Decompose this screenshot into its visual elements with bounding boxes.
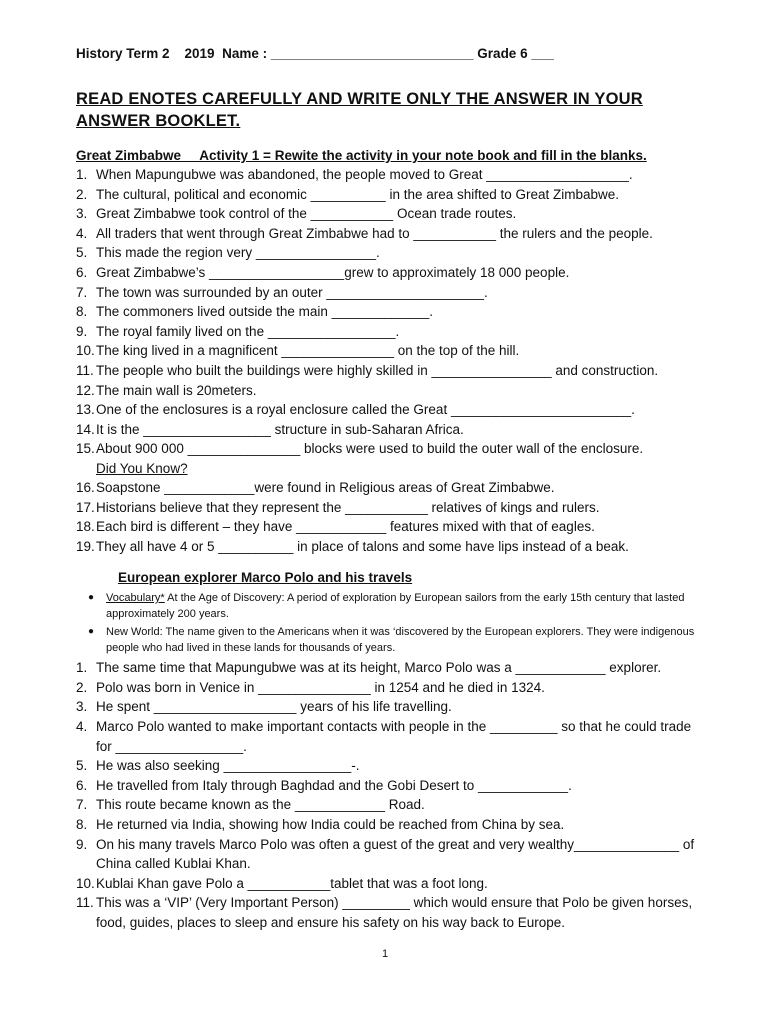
vocabulary-text <box>106 624 700 656</box>
question-text: Historians believe that they represent the ___________ relatives of kings and rulers. <box>96 499 600 515</box>
question-text: The royal family lived on the _________________. <box>96 323 400 339</box>
question-text: Kublai Khan gave Polo a ___________tablet that was a foot long. <box>96 875 488 891</box>
question-number: 13. <box>76 402 95 418</box>
question-item <box>76 697 700 717</box>
question-number: 4. <box>76 719 88 735</box>
question-number: 6. <box>76 777 88 793</box>
question-item <box>76 341 700 361</box>
question-text: The commoners lived outside the main _____________. <box>96 304 433 320</box>
question-text: He returned via India, showing how India could be reached from China by sea. <box>96 817 565 833</box>
question-text: This was a ‘VIP’ (Very Important Person) _________ which would ensure that Polo be given horses, food, guides, places to sleep and ensure his safety on his way back to Europe. <box>96 895 693 930</box>
worksheet-header: History Term 2 2019 Name : ___________________________ Grade 6 ___ <box>76 46 554 61</box>
question-item <box>76 498 700 518</box>
question-item <box>76 874 700 894</box>
question-text: The king lived in a magnificent _______________ on the top of the hill. <box>96 343 520 359</box>
question-number: 16. <box>76 479 95 495</box>
bullet-icon: ● <box>87 592 95 604</box>
question-number: 8. <box>76 304 88 320</box>
question-item <box>76 835 700 874</box>
question-item <box>76 263 700 283</box>
question-number: 4. <box>76 225 88 241</box>
page-number: 1 <box>381 948 389 960</box>
question-number: 18. <box>76 519 95 535</box>
question-item <box>76 165 700 185</box>
question-number: 11. <box>76 895 94 911</box>
question-number: 11. <box>76 362 94 378</box>
question-number: 8. <box>76 817 88 833</box>
vocabulary-definition: New World: The name given to the Americans when it was ‘discovered by the European explorers. They were indigenous people who had lived in these lands for thousands of years. <box>106 626 695 655</box>
question-text: When Mapungubwe was abandoned, the people moved to Great ___________________. <box>96 167 633 182</box>
question-item <box>76 893 700 932</box>
question-number: 1. <box>76 660 88 676</box>
question-item <box>76 420 700 440</box>
question-text: He spent ___________________ years of his life travelling. <box>96 699 452 715</box>
question-item <box>76 795 700 815</box>
question-item <box>76 717 700 756</box>
question-item <box>76 322 700 342</box>
question-item <box>76 185 700 205</box>
question-item <box>76 537 700 557</box>
vocabulary-item <box>76 590 700 622</box>
question-text: The town was surrounded by an outer _____________________. <box>96 284 488 300</box>
question-number: 9. <box>76 323 88 339</box>
question-text: This made the region very ________________. <box>96 245 380 261</box>
question-text: The people who built the buildings were highly skilled in ________________ and construction. <box>96 362 659 378</box>
question-item <box>76 478 700 498</box>
question-text: They all have 4 or 5 __________ in place of talons and some have lips instead of a beak. <box>96 538 629 554</box>
question-item <box>76 678 700 698</box>
question-item <box>76 283 700 303</box>
question-number: 7. <box>76 284 88 300</box>
question-text: On his many travels Marco Polo was often a guest of the great and very wealthy______________ of China called Kublai Khan. <box>96 836 695 872</box>
question-number: 3. <box>76 699 88 715</box>
question-item <box>76 243 700 263</box>
question-item <box>76 517 700 537</box>
question-text: The main wall is 20meters. <box>96 382 257 398</box>
vocabulary-bullets <box>76 590 700 656</box>
question-item <box>76 302 700 322</box>
vocabulary-item <box>76 624 700 656</box>
bullet-icon: ● <box>87 626 95 638</box>
question-number: 17. <box>76 499 95 515</box>
question-number: 6. <box>76 264 88 280</box>
question-text: Soapstone ____________were found in Religious areas of Great Zimbabwe. <box>96 479 555 495</box>
question-number: 5. <box>76 245 88 261</box>
question-number: 14. <box>76 421 95 437</box>
question-text: It is the _________________ structure in sub-Saharan Africa. <box>96 421 464 437</box>
question-item <box>76 361 700 381</box>
question-text: Marco Polo wanted to make important contacts with people in the _________ so that he could trade for _________________. <box>96 719 692 754</box>
question-number: 5. <box>76 758 88 774</box>
question-item <box>76 400 700 420</box>
question-number: 1. <box>76 167 88 182</box>
question-number: 10. <box>76 875 95 891</box>
question-text: Great Zimbabwe’s __________________grew to approximately 18 000 people. <box>96 264 570 280</box>
question-number: 15. <box>76 441 95 457</box>
question-number: 19. <box>76 538 95 554</box>
section1-questions-continued <box>76 478 700 556</box>
vocabulary-label: Vocabulary* <box>106 592 165 605</box>
question-number: 2. <box>76 679 88 695</box>
question-item <box>76 815 700 835</box>
question-text: Great Zimbabwe took control of the ___________ Ocean trade routes. <box>96 206 517 222</box>
question-item <box>76 658 700 678</box>
vocabulary-text <box>106 590 700 622</box>
question-item <box>76 756 700 776</box>
question-item <box>76 439 700 459</box>
did-you-know-heading: Did You Know? <box>96 460 188 476</box>
question-item <box>76 381 700 401</box>
question-number: 3. <box>76 206 88 222</box>
question-text: He travelled from Italy through Baghdad and the Gobi Desert to ____________. <box>96 777 572 793</box>
question-text: This route became known as the ____________ Road. <box>96 797 425 813</box>
vocabulary-definition: At the Age of Discovery: A period of exploration by European sailors from the early 15th century that lasted approximately 200 years. <box>106 592 685 621</box>
section1-questions <box>76 165 700 459</box>
question-number: 10. <box>76 343 95 359</box>
question-number: 2. <box>76 186 88 202</box>
section2-heading: European explorer Marco Polo and his travels <box>118 570 413 586</box>
question-number: 7. <box>76 797 88 813</box>
section1-heading: Great Zimbabwe Activity 1 = Rewite the activity in your note book and fill in the blanks. <box>76 148 647 163</box>
question-text: Each bird is different – they have ____________ features mixed with that of eagles. <box>96 519 595 535</box>
question-item <box>76 204 700 224</box>
section2-questions <box>76 658 700 932</box>
question-item <box>76 224 700 244</box>
question-text: The same time that Mapungubwe was at its height, Marco Polo was a ____________ explorer. <box>96 660 662 676</box>
question-text: One of the enclosures is a royal enclosure called the Great ________________________. <box>96 402 635 418</box>
question-text: The cultural, political and economic __________ in the area shifted to Great Zimbabwe. <box>96 186 620 202</box>
question-number: 9. <box>76 836 88 852</box>
question-text: All traders that went through Great Zimbabwe had to ___________ the rulers and the people. <box>96 225 653 241</box>
question-text: He was also seeking _________________-. <box>96 758 360 774</box>
question-number: 12. <box>76 382 95 398</box>
instruction-heading: READ ENOTES CAREFULLY AND WRITE ONLY THE ANSWER IN YOUR ANSWER BOOKLET. <box>76 90 643 130</box>
question-text: Polo was born in Venice in _______________ in 1254 and he died in 1324. <box>96 679 545 695</box>
question-text: About 900 000 _______________ blocks were used to build the outer wall of the enclosure. <box>96 441 644 457</box>
question-item <box>76 776 700 796</box>
